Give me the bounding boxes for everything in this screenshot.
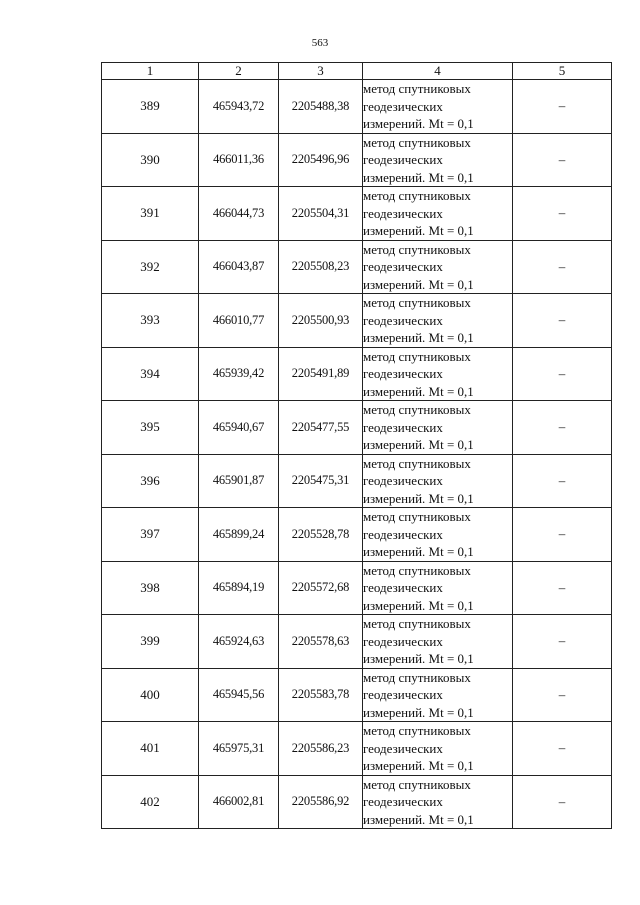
table-row	[102, 561, 612, 615]
coordinates-table	[101, 62, 612, 829]
table-row	[102, 240, 612, 294]
method-text: метод спутниковых геодезических измерений. Mt = 0,1	[363, 81, 474, 131]
y-coordinate-cell: 2205528,78	[279, 508, 363, 562]
note-cell: –	[513, 80, 612, 134]
x-coordinate-cell: 466011,36	[199, 133, 279, 187]
table-row	[102, 80, 612, 134]
method-cell	[363, 133, 513, 187]
column-header-3: 3	[279, 63, 363, 80]
x-coordinate-cell: 465901,87	[199, 454, 279, 508]
table-row	[102, 668, 612, 722]
x-coordinate-cell: 465899,24	[199, 508, 279, 562]
method-cell	[363, 347, 513, 401]
y-coordinate-cell: 2205586,23	[279, 722, 363, 776]
x-coordinate-cell: 465943,72	[199, 80, 279, 134]
x-coordinate-cell: 466010,77	[199, 294, 279, 348]
point-number-cell: 390	[102, 133, 199, 187]
method-text: метод спутниковых геодезических измерений. Mt = 0,1	[363, 562, 474, 613]
table-row	[102, 401, 612, 455]
method-cell	[363, 508, 513, 562]
table-row	[102, 615, 612, 669]
method-cell	[363, 80, 513, 134]
x-coordinate-cell: 465924,63	[199, 615, 279, 669]
note-cell: –	[513, 454, 612, 508]
method-text: метод спутниковых геодезических измерений. Mt = 0,1	[363, 134, 474, 185]
y-coordinate-cell: 2205475,31	[279, 454, 363, 508]
column-header-4: 4	[363, 63, 513, 80]
column-header-2: 2	[199, 63, 279, 80]
point-number-cell: 393	[102, 294, 199, 348]
method-text: метод спутниковых геодезических измерений. Mt = 0,1	[363, 776, 474, 827]
note-cell: –	[513, 133, 612, 187]
point-number-cell: 396	[102, 454, 199, 508]
x-coordinate-cell: 466043,87	[199, 240, 279, 294]
table-body	[102, 80, 612, 829]
table-row	[102, 722, 612, 776]
table-row	[102, 508, 612, 562]
note-cell: –	[513, 240, 612, 294]
table-row	[102, 133, 612, 187]
method-text: метод спутниковых геодезических измерений. Mt = 0,1	[363, 616, 474, 666]
method-cell	[363, 294, 513, 348]
note-cell: –	[513, 294, 612, 348]
method-text: метод спутниковых геодезических измерений. Mt = 0,1	[363, 723, 474, 773]
note-cell: –	[513, 187, 612, 241]
y-coordinate-cell: 2205572,68	[279, 561, 363, 615]
point-number-cell: 402	[102, 775, 199, 829]
method-cell	[363, 187, 513, 241]
method-text: метод спутниковых геодезических измерений. Mt = 0,1	[363, 295, 474, 345]
note-cell: –	[513, 561, 612, 615]
point-number-cell: 391	[102, 187, 199, 241]
column-header-5: 5	[513, 63, 612, 80]
note-cell: –	[513, 722, 612, 776]
header-row	[102, 63, 612, 80]
method-text: метод спутниковых геодезических измерений. Mt = 0,1	[363, 455, 474, 506]
x-coordinate-cell: 465940,67	[199, 401, 279, 455]
y-coordinate-cell: 2205508,23	[279, 240, 363, 294]
point-number-cell: 397	[102, 508, 199, 562]
method-cell	[363, 561, 513, 615]
table-row	[102, 347, 612, 401]
method-text: метод спутниковых геодезических измерений. Mt = 0,1	[363, 241, 474, 292]
method-cell	[363, 775, 513, 829]
y-coordinate-cell: 2205583,78	[279, 668, 363, 722]
x-coordinate-cell: 465894,19	[199, 561, 279, 615]
point-number-cell: 389	[102, 80, 199, 134]
method-text: метод спутниковых геодезических измерений. Mt = 0,1	[363, 402, 474, 452]
method-cell	[363, 722, 513, 776]
column-header-1: 1	[102, 63, 199, 80]
x-coordinate-cell: 466002,81	[199, 775, 279, 829]
point-number-cell: 401	[102, 722, 199, 776]
table-row	[102, 294, 612, 348]
y-coordinate-cell: 2205500,93	[279, 294, 363, 348]
note-cell: –	[513, 775, 612, 829]
method-text: метод спутниковых геодезических измерений. Mt = 0,1	[363, 669, 474, 720]
method-text: метод спутниковых геодезических измерений. Mt = 0,1	[363, 509, 474, 559]
table-row	[102, 775, 612, 829]
y-coordinate-cell: 2205488,38	[279, 80, 363, 134]
point-number-cell: 399	[102, 615, 199, 669]
table-row	[102, 454, 612, 508]
x-coordinate-cell: 466044,73	[199, 187, 279, 241]
note-cell: –	[513, 401, 612, 455]
point-number-cell: 400	[102, 668, 199, 722]
point-number-cell: 392	[102, 240, 199, 294]
method-cell	[363, 615, 513, 669]
note-cell: –	[513, 615, 612, 669]
x-coordinate-cell: 465939,42	[199, 347, 279, 401]
method-cell	[363, 401, 513, 455]
method-text: метод спутниковых геодезических измерений. Mt = 0,1	[363, 348, 474, 399]
method-cell	[363, 240, 513, 294]
x-coordinate-cell: 465945,56	[199, 668, 279, 722]
y-coordinate-cell: 2205477,55	[279, 401, 363, 455]
y-coordinate-cell: 2205586,92	[279, 775, 363, 829]
note-cell: –	[513, 668, 612, 722]
method-cell	[363, 668, 513, 722]
method-cell	[363, 454, 513, 508]
y-coordinate-cell: 2205578,63	[279, 615, 363, 669]
y-coordinate-cell: 2205491,89	[279, 347, 363, 401]
x-coordinate-cell: 465975,31	[199, 722, 279, 776]
table-header	[102, 63, 612, 80]
point-number-cell: 398	[102, 561, 199, 615]
point-number-cell: 394	[102, 347, 199, 401]
note-cell: –	[513, 508, 612, 562]
y-coordinate-cell: 2205496,96	[279, 133, 363, 187]
y-coordinate-cell: 2205504,31	[279, 187, 363, 241]
method-text: метод спутниковых геодезических измерений. Mt = 0,1	[363, 188, 474, 238]
point-number-cell: 395	[102, 401, 199, 455]
table-row	[102, 187, 612, 241]
page-number: 563	[311, 37, 329, 49]
note-cell: –	[513, 347, 612, 401]
